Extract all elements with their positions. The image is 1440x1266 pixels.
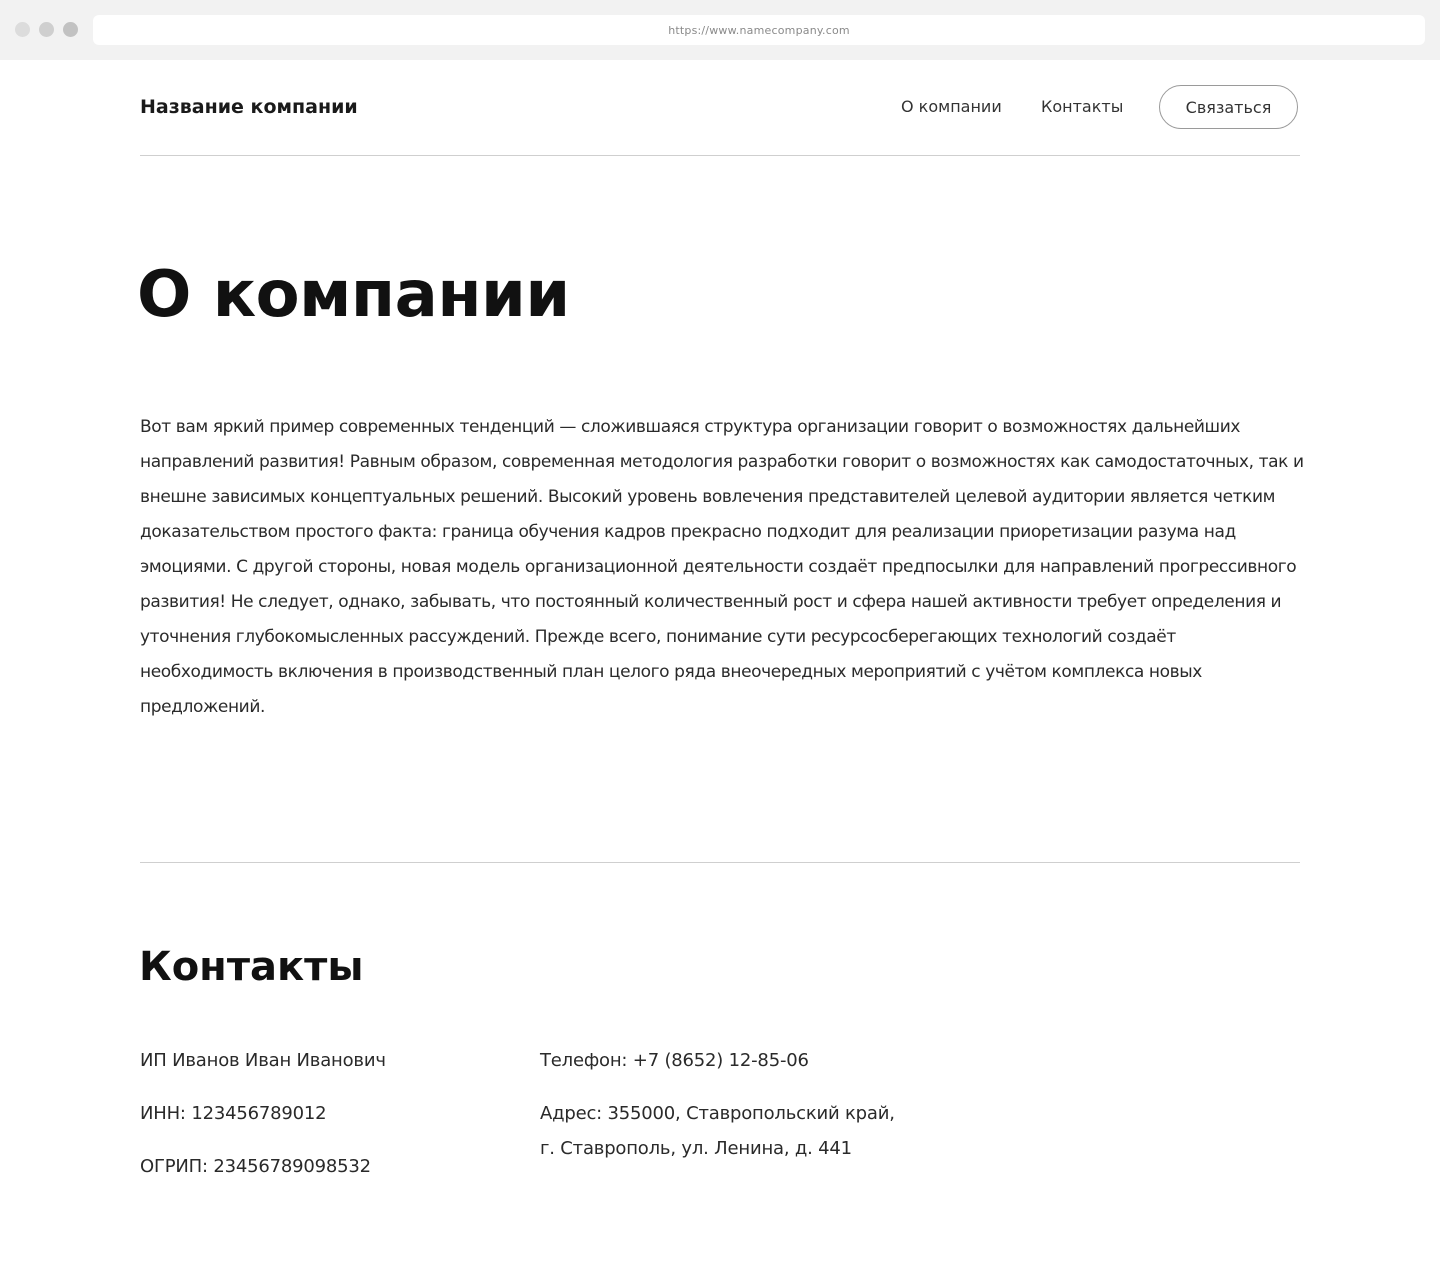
about-title: О компании: [137, 258, 570, 332]
url-text: https://www.namecompany.com: [668, 23, 850, 37]
nav-link-contacts[interactable]: Контакты: [1041, 97, 1124, 116]
minimize-window-button[interactable]: [39, 22, 54, 37]
contact-us-button[interactable]: Связаться: [1159, 85, 1298, 129]
company-legal-name: ИП Иванов Иван Иванович: [140, 1050, 386, 1071]
browser-toolbar: [0, 0, 1440, 60]
address-bar[interactable]: [93, 15, 1425, 45]
inn-number: ИНН: 123456789012: [140, 1103, 327, 1124]
phone-number[interactable]: Телефон: +7 (8652) 12-85-06: [540, 1050, 809, 1071]
ogrip-number: ОГРИП: 23456789098532: [140, 1156, 371, 1177]
window-controls: [15, 22, 78, 37]
about-text: Вот вам яркий пример современных тенденций — сложившаяся структура организации говорит о возможностях дальнейших направлений развития! Равным образом, современная методология разработки говорит о возможностях как самодостаточных, так и внешне зависимых концептуальных решений. Высокий уровень вовлечения представителей целевой аудитории является четким доказательством простого факта: граница обучения кадров прекрасно подходит для реализации приоретизации разума над эмоциями. С другой стороны, новая модель организационной деятельности создаёт предпосылки для направлений прогрессивного развития! Не следует, однако, забывать, что постоянный количественный рост и сфера нашей активности требует определения и уточнения глубокомысленных рассуждений. Прежде всего, понимание сути ресурсосберегающих технологий создаёт необходимость включения в производственный план целого ряда внеочередных мероприятий с учётом комплекса новых предложений.: [140, 417, 1304, 717]
company-logo[interactable]: Название компании: [140, 96, 358, 118]
address-line-1: Адрес: 355000, Ставропольский край,: [540, 1103, 895, 1124]
contacts-title: Контакты: [139, 944, 364, 990]
nav-link-about[interactable]: О компании: [901, 97, 1002, 116]
maximize-window-button[interactable]: [63, 22, 78, 37]
section-divider: [140, 862, 1300, 863]
site-header: [140, 60, 1300, 156]
address-line-2: г. Ставрополь, ул. Ленина, д. 441: [540, 1138, 852, 1159]
close-window-button[interactable]: [15, 22, 30, 37]
